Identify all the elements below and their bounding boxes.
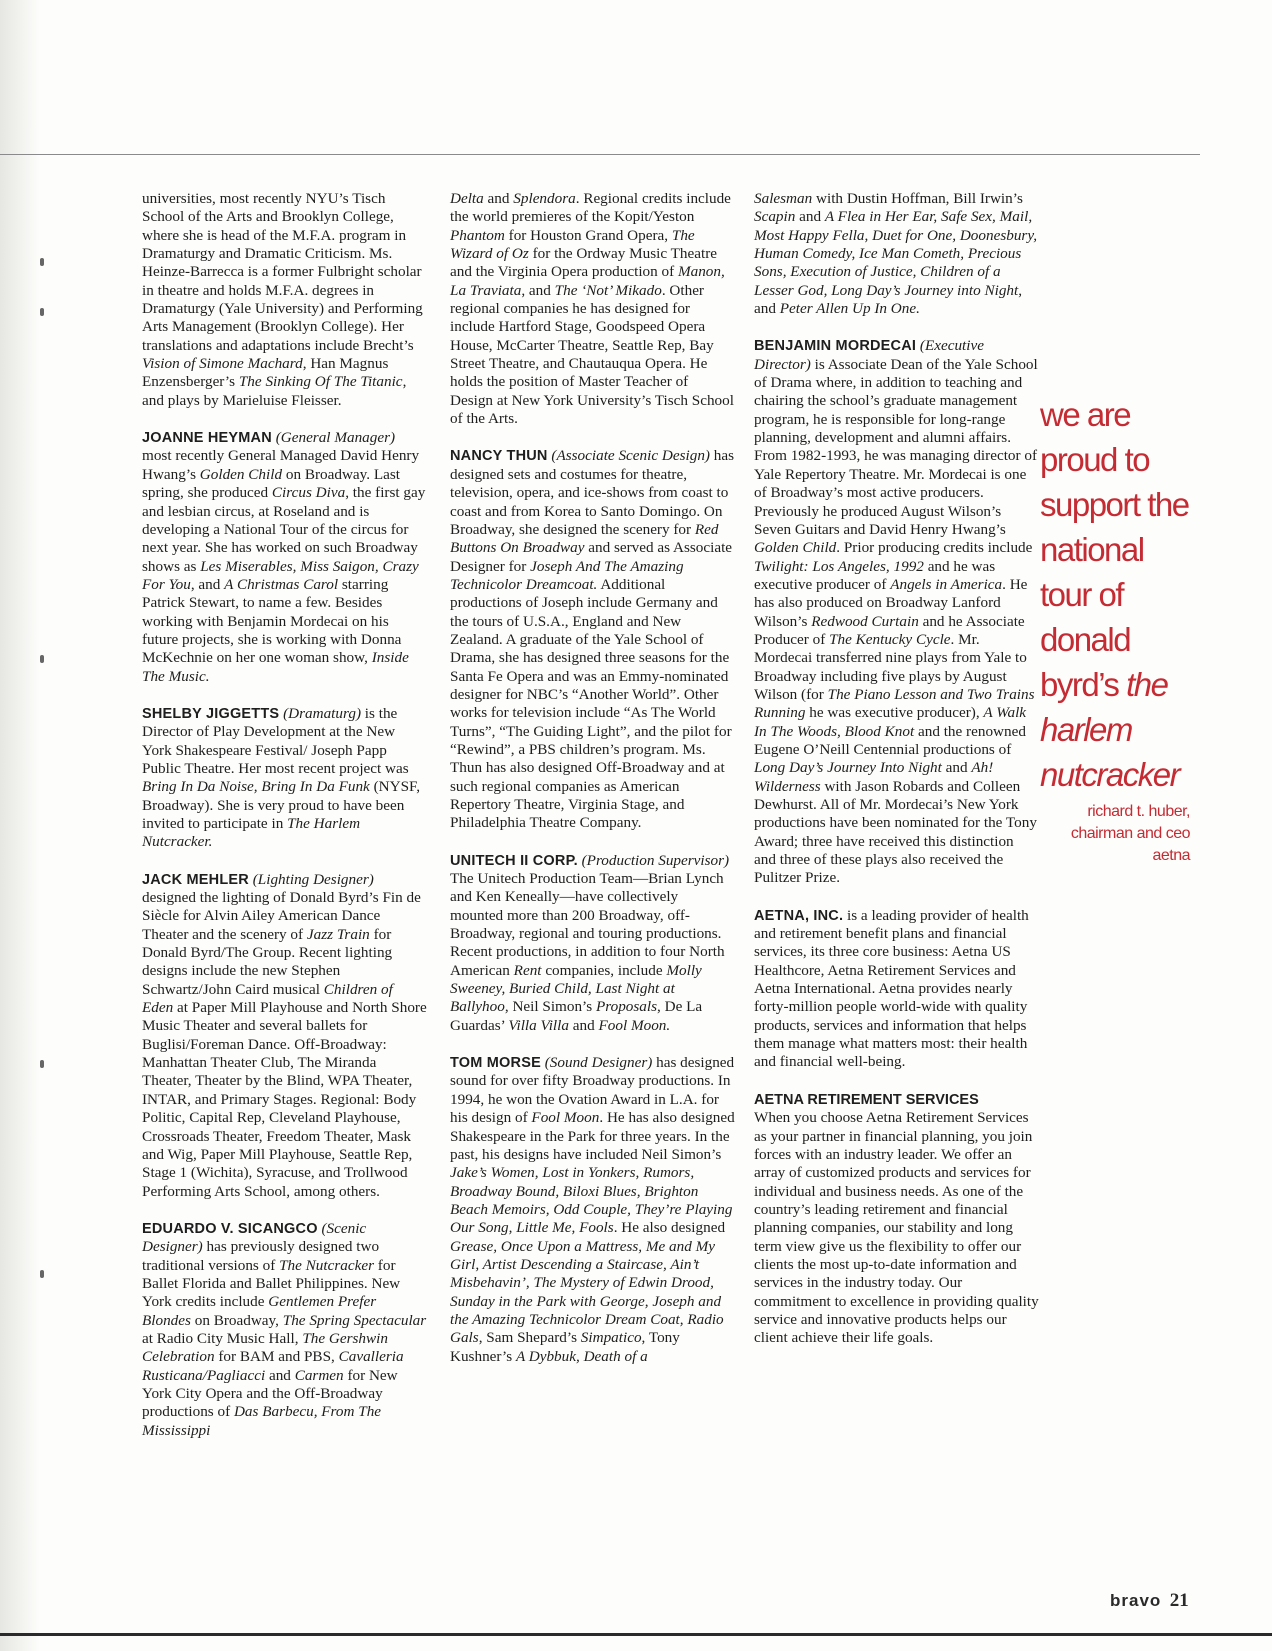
bio-name: BENJAMIN MORDECAI [754,338,917,355]
bio-paragraph: Delta and Splendora. Regional credits include the world premieres of the Kopit/Yeston Phantom for Houston Grand Opera, The Wizard of Oz for the Ordway Music Theatre and the Virginia Opera production of Manon, La Traviata, and The ‘Not’ Mikado. Other regional companies he has designed for include Hartford Stage, Goodspeed Opera House, McCarter Theatre, Seattle Rep, Bay Street Theatre, and Chautauqua Opera. He holds the position of Master Teacher of Design at New York University’s Tisch School of the Arts. [450,190,734,428]
ad-line: we are [1040,396,1131,433]
bio-name: EDUARDO V. SICANGCO [142,1220,318,1237]
column-2 [450,190,735,1385]
bio-joanne-heyman: JOANNE HEYMAN (General Manager) most recently General Managed David Henry Hwang’s Golden Child on Broadway. Last spring, she produced Circus Diva, the first gay and lesbian circus, at Roseland and is developing a National Tour of the circus for next year. She has worked on such Broadway shows as Les Miserables, Miss Saigon, Crazy For You, and A Christmas Carol starring Patrick Stewart, to name a few. Besides working with Benjamin Mordecai on his future projects, she is working with Donna McKechnie on her one woman show, Inside The Music. [142,429,426,685]
ad-line: tour of [1040,576,1124,613]
magazine-logo: bravo [1110,1591,1162,1610]
bio-role: (Associate Scenic Design) [551,447,710,465]
binding-shadow [0,0,40,1651]
bio-name: UNITECH II CORP. [450,852,578,869]
ad-line: support the [1040,486,1189,523]
binding-mark [40,1060,44,1068]
bio-role: (Scenic Designer) [142,1219,367,1256]
bio-role: (General Manager) [275,429,396,447]
bio-name: NANCY THUN [450,448,548,465]
binding-mark [40,258,44,266]
bio-paragraph: Salesman with Dustin Hoffman, Bill Irwin’s Scapin and A Flea in Her Ear, Safe Sex, Mail, Most Happy Fella, Duet for One, Doonesbury, Human Comedy, Ice Man Cometh, Precious Sons, Execution of Justice, Children of a Lesser God, Long Day’s Journey into Night, and Peter Allen Up In One. [754,190,1038,318]
bio-tom-morse: TOM MORSE (Sound Designer) has designed sound for over fifty Broadway productions. In 1994, he won the Ovation Award in L.A. for his design of Fool Moon. He has also designed Shakespeare in the Park for three years. In the past, his designs have included Neil Simon’s Jake’s Women, Lost in Yonkers, Rumors, Broadway Bound, Biloxi Blues, Brighton Beach Memoirs, Odd Couple, They’re Playing Our Song, Little Me, Fools. He also designed Grease, Once Upon a Mattress, Me and My Girl, Artist Descending a Staircase, Ain’t Misbehavin’, The Mystery of Edwin Drood, Sunday in the Park with George, Joseph and the Amazing Technicolor Dream Coat, Radio Gals, Sam Shepard’s Simpatico, Tony Kushner’s A Dybbuk, Death of a [450,1054,735,1365]
bottom-rule [0,1633,1272,1636]
bio-name: SHELBY JIGGETTS [142,705,280,722]
bio-benjamin-mordecai: BENJAMIN MORDECAI (Executive Director) is Associate Dean of the Yale School of Drama where, in addition to teaching and chairing the school’s graduate management program, he is responsible for long-range planning, development and alumni affairs. From 1982-1993, he was managing director of Yale Repertory Theatre. Mr. Mordecai is one of Broadway’s most active producers. Previously he produced August Wilson’s Seven Guitars and David Henry Hwang’s Golden Child. Prior producing credits include Twilight: Los Angeles, 1992 and he was executive producer of Angels in America. He has also produced on Broadway Lanford Wilson’s Redwood Curtain and he Associate Producer of The Kentucky Cycle. Mr. Mordecai transferred nine plays from Yale to Broadway including five plays by August Wilson (for The Piano Lesson and Two Trains Running he was executive producer), A Walk In The Woods, Blood Knot and the renowned Eugene O’Neill Centennial productions of Long Day’s Journey Into Night and Ah! Wilderness with Jason Robards and Colleen Dewhurst. All of Mr. Mordecai’s New York productions have been nominated for the Tony Award; three have received this distinction and three of these plays also received the Pulitzer Prize. [754,337,1038,887]
bio-unitech: UNITECH II CORP. (Production Supervisor) The Unitech Production Team—Brian Lynch and Ken Keneally—have collectively mounted more than 200 Broadway, off-Broadway, regional and touring productions. Recent productions, in addition to four North American Rent companies, include Molly Sweeney, Buried Child, Last Night at Ballyhoo, Neil Simon’s Proposals, De La Guardas’ Villa Villa and Fool Moon. [450,851,730,1034]
aetna-retirement-services: AETNA RETIREMENT SERVICES When you choose Aetna Retirement Services as your partner in financial planning, you join forces with an industry leader. We offer an array of customized products and services for individual and business needs. As one of the country’s leading retirement and financial planning companies, our stability and long term view give us the flexibility to offer our clients the most up-to-date information and services in the industry today. Our commitment to excellence in providing quality service and innovative products helps our client achieve their life goals. [754,1091,1039,1347]
page-footer [1110,1590,1189,1612]
ad-line: nutcracker [1040,756,1180,793]
bio-aetna-inc: AETNA, INC. is a leading provider of health and retirement benefit plans and financial services, its three core business: Aetna US Healthcore, Aetna Retirement Services and Aetna International. Aetna provides nearly forty-million people world-wide with quality products, services and information that helps them manage what matters most: their health and financial well-being. [754,906,1029,1071]
binding-mark [40,1270,44,1278]
ad-line: proud to [1040,441,1150,478]
bio-role: (Executive Director) [754,337,984,373]
ad-credit: richard t. huber, chairman and ceo aetna [1070,803,1190,864]
bio-eduardo-sicangco: EDUARDO V. SICANGCO (Scenic Designer) has previously designed two traditional versions of The Nutcracker for Ballet Florida and Ballet Philippines. New York credits include Gentlemen Prefer Blondes on Broadway, The Spring Spectacular at Radio City Music Hall, The Gershwin Celebration for BAM and PBS, Cavalleria Rusticana/Pagliacci and Carmen for New York City Opera and the Off-Broadway productions of Das Barbecu, From The Mississippi [142,1219,427,1439]
bio-shelby-jiggetts: SHELBY JIGGETTS (Dramaturg) is the Director of Play Development at the New York Shakespeare Festival/ Joseph Papp Public Theatre. Her most recent project was Bring In Da Noise, Bring In Da Funk (NYSF, Broadway). She is very proud to have been invited to participate in The Harlem Nutcracker. [142,704,421,851]
binding-mark [40,655,44,663]
bio-role: (Lighting Designer) [252,870,374,888]
bio-name: TOM MORSE [450,1055,541,1072]
bio-role: (Production Supervisor) [581,851,730,869]
sponsor-message [1040,392,1190,867]
bio-name: AETNA, INC. [754,907,844,924]
bio-paragraph: universities, most recently NYU’s Tisch School of the Arts and Brooklyn College, where she is head of the M.F.A. program in Dramaturgy and Dramatic Criticism. Ms. Heinze-Barrecca is a former Fulbright scholar in theatre and holds M.F.A. degrees in Dramaturgy (Yale University) and Performing Arts Management (Brooklyn College). Her translations and adaptations include Brecht’s Vision of Simone Machard, Han Magnus Enzensberger’s The Sinking Of The Titanic, and plays by Marieluise Fleisser. [142,190,423,409]
bio-name: JOANNE HEYMAN [142,430,272,447]
top-rule [0,154,1200,155]
section-heading: AETNA RETIREMENT SERVICES [754,1091,979,1108]
column-3 [754,190,1039,1367]
bio-role: (Sound Designer) [544,1054,653,1072]
bio-jack-mehler: JACK MEHLER (Lighting Designer) designed the lighting of Donald Byrd’s Fin de Siècle for Alvin Ailey American Dance Theater and the scenery of Jazz Train for Donald Byrd/The Group. Recent lighting designs include the new Stephen Schwartz/John Caird musical Children of Eden at Paper Mill Playhouse and North Shore Music Theater and several ballets for Buglisi/Foreman Dance. Off-Broadway: Manhattan Theater Club, The Miranda Theater, Theater by the Blind, WPA Theater, INTAR, and Primary Stages. Regional: Body Politic, Capital Rep, Cleveland Playhouse, Crossroads Theater, Freedom Theater, Mask and Wig, Paper Mill Playhouse, Seattle Rep, Stage 1 (Wichita), Syracuse, and Trollwood Performing Arts School, among others. [142,870,427,1200]
binding-mark [40,308,44,316]
ad-line: national [1040,531,1144,568]
bio-nancy-thun: NANCY THUN (Associate Scenic Design) has designed sets and costumes for theatre, television, opera, and ice-shows from coast to coast and from Korea to Santo Domingo. On Broadway, she designed the scenery for Red Buttons On Broadway and served as Associate Designer for Joseph And The Amazing Technicolor Dreamcoat. Additional productions of Joseph include Germany and the tours of U.S.A., England and New Zealand. A graduate of the Yale School of Drama, she has designed three seasons for the Santa Fe Opera and was an Emmy-nominated designer for NBC’s “Another World”. Other works for television include “As The World Turns”, “The Guiding Light”, and the pilot for “Rewind”, a PBS children’s program. Ms. Thun has also designed Off-Broadway and at such regional companies as American Repertory Theatre, Virginia Stage, and Philadelphia Theatre Company. [450,447,735,832]
ad-line: donald [1040,621,1131,658]
bio-role: (Dramaturg) [283,704,361,722]
ad-line: harlem [1040,711,1132,748]
bio-name: JACK MEHLER [142,871,249,888]
ad-line: byrd’s the [1040,666,1168,703]
column-1 [142,190,427,1459]
page-number: 21 [1169,1590,1189,1611]
